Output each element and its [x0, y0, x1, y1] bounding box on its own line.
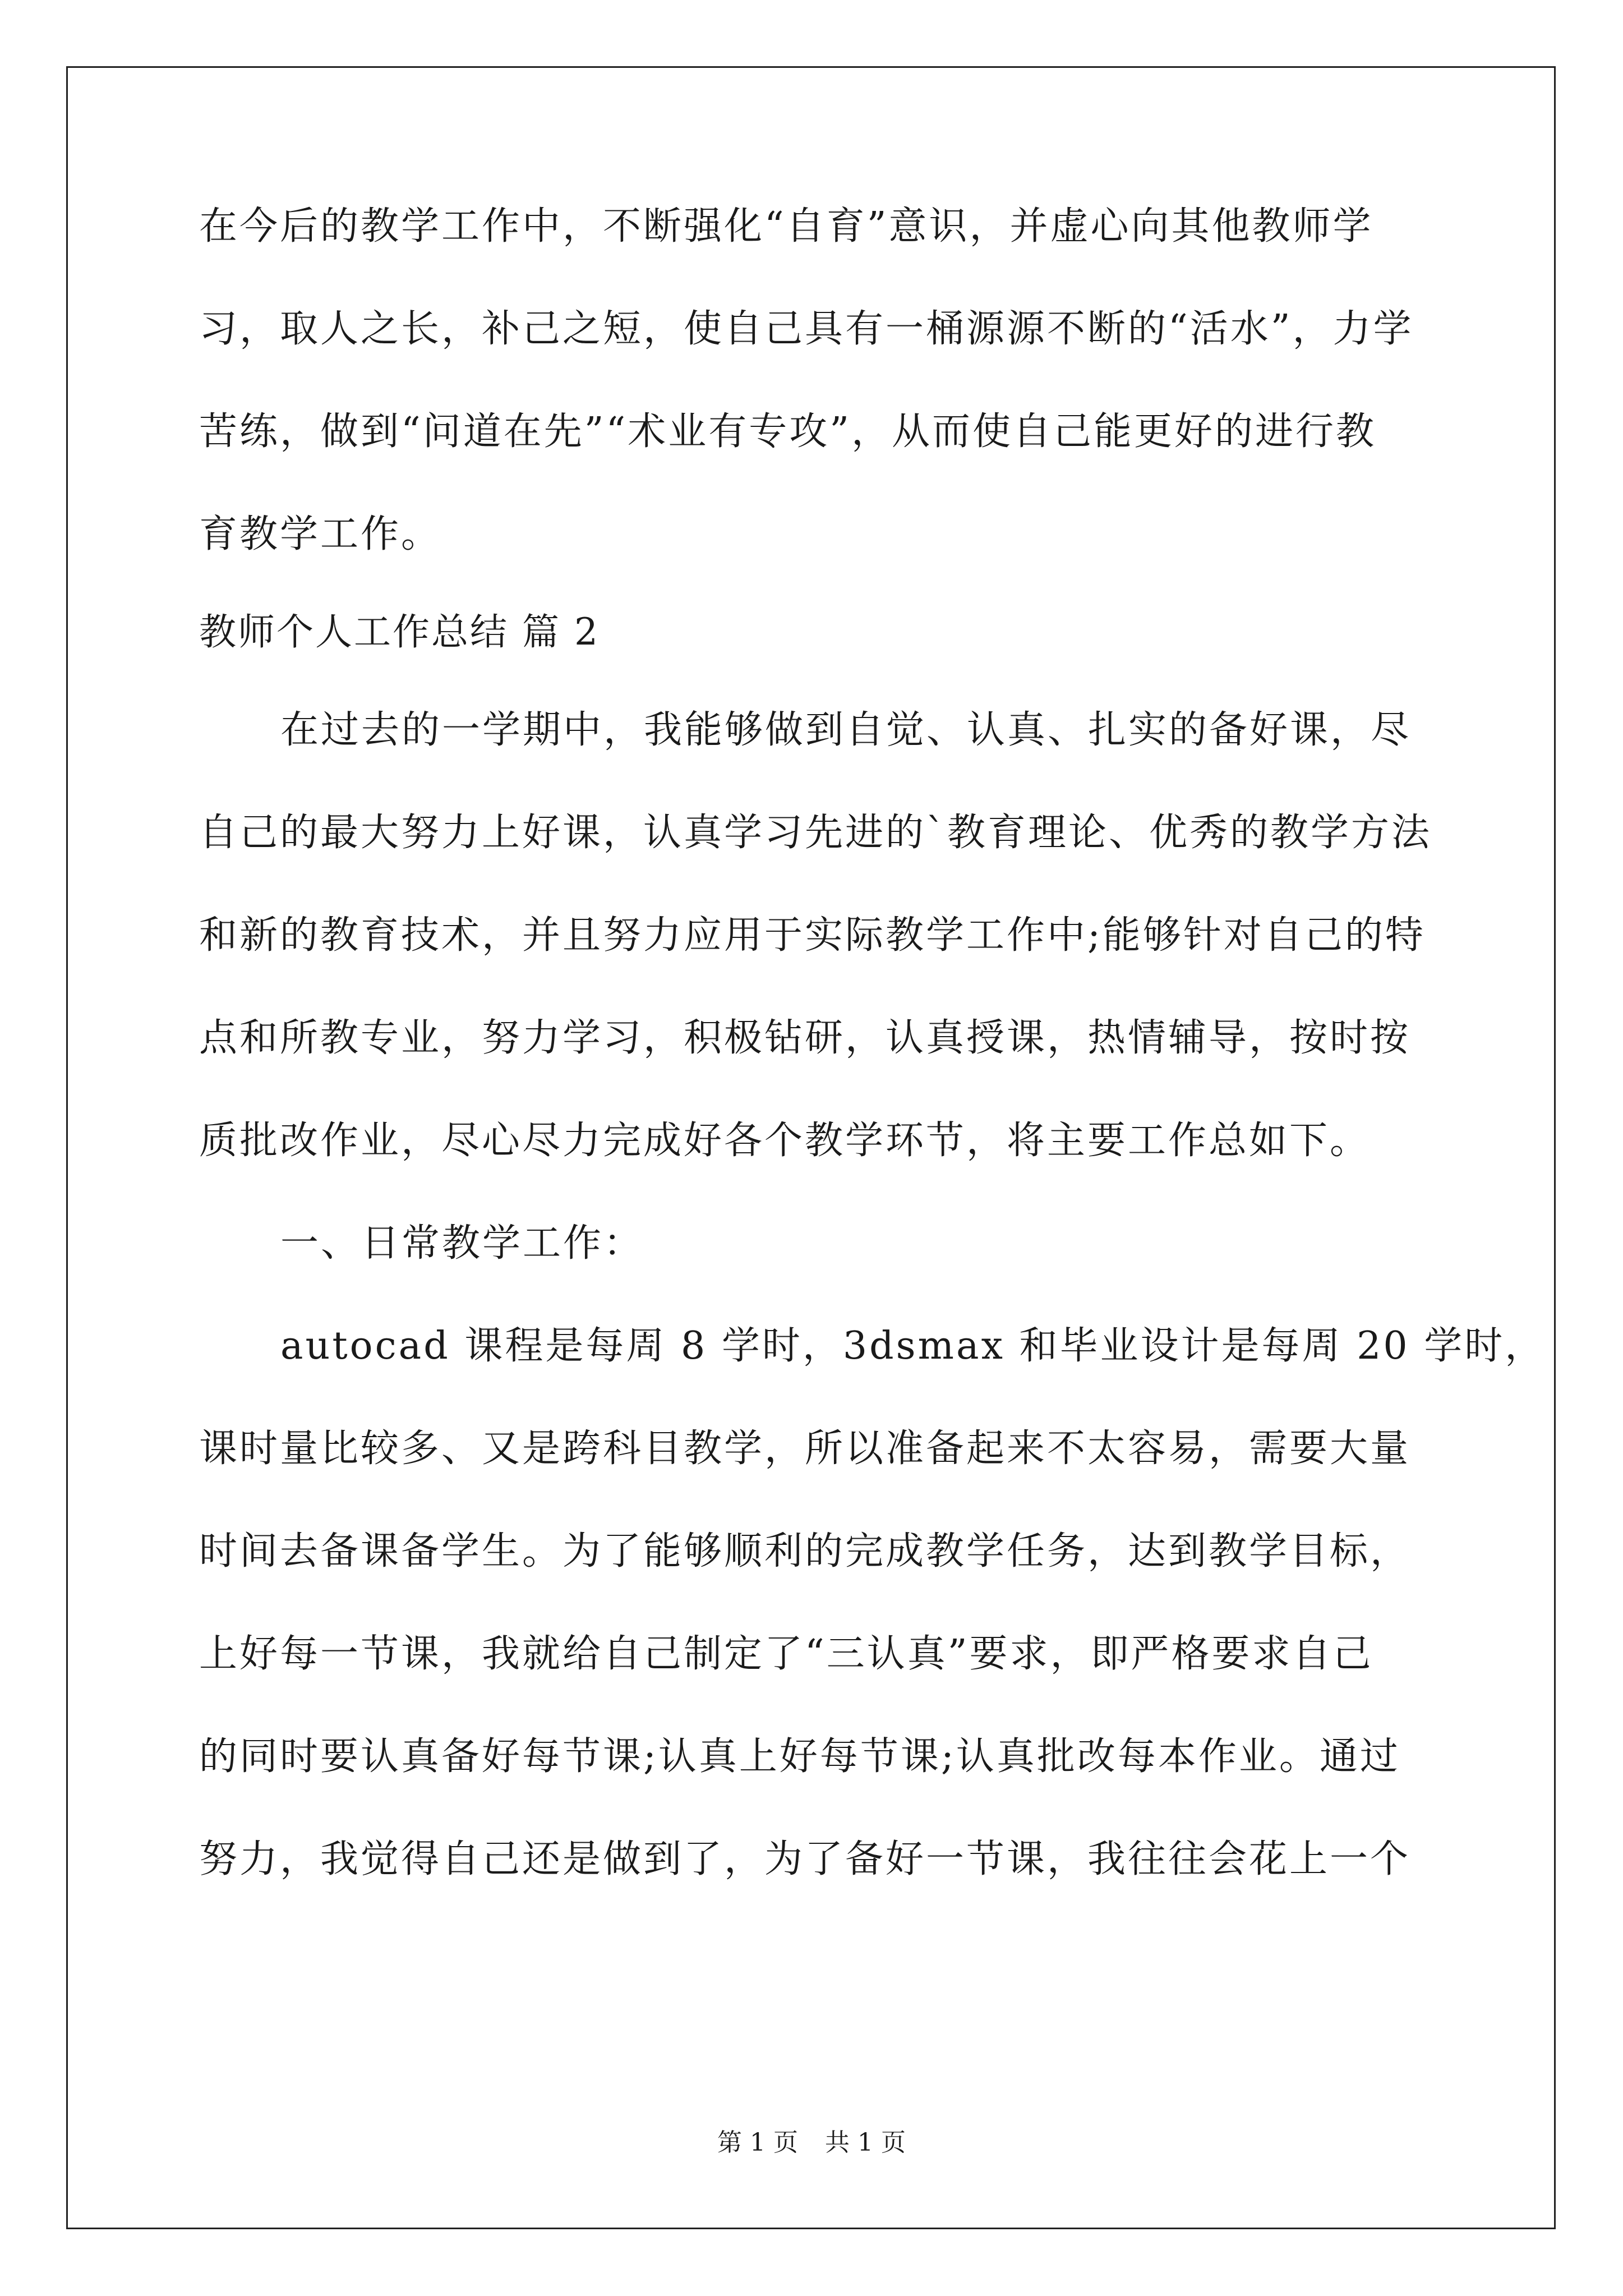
page-total: 共 1 页: [825, 2128, 906, 2157]
subheading: 一、日常教学工作：: [280, 1221, 644, 1266]
paragraph-line: 育教学工作。: [199, 512, 442, 556]
paragraph-line: 和新的教育技术，并且努力应用于实际教学工作中;能够针对自己的特: [199, 913, 1426, 958]
paragraph-line: 努力，我觉得自己还是做到了，为了备好一节课，我往往会花上一个: [199, 1837, 1411, 1881]
page-footer: [0, 2128, 1623, 2157]
paragraph-line: 质批改作业，尽心尽力完成好各个教学环节，将主要工作总如下。: [199, 1119, 1371, 1163]
paragraph-line: 时间去备课备学生。为了能够顺利的完成教学任务，达到教学目标，: [199, 1529, 1411, 1573]
paragraph-line: 在今后的教学工作中，不断强化“自育”意识，并虚心向其他教师学: [199, 204, 1373, 249]
paragraph-line: 的同时要认真备好每节课;认真上好每节课;认真批改每本作业。通过: [199, 1734, 1400, 1779]
paragraph-line: 点和所教专业，努力学习，积极钻研，认真授课，热情辅导，按时按: [199, 1016, 1411, 1060]
paragraph-line: 在过去的一学期中，我能够做到自觉、认真、扎实的备好课，尽: [280, 708, 1412, 752]
paragraph-line: 苦练，做到“问道在先”“术业有专攻”，从而使自己能更好的进行教: [199, 409, 1377, 454]
paragraph-line: 上好每一节课，我就给自己制定了“三认真”要求，即严格要求自己: [199, 1632, 1373, 1676]
paragraph-line: 课时量比较多、又是跨科目教学，所以准备起来不太容易，需要大量: [199, 1427, 1411, 1471]
section-heading: 教师个人工作总结 篇 2: [199, 610, 600, 654]
paragraph-line: 自己的最大努力上好课，认真学习先进的`教育理论、优秀的教学方法: [199, 811, 1432, 855]
paragraph-line: 习，取人之长，补己之短，使自己具有一桶源源不断的“活水”，力学: [199, 307, 1414, 351]
page-number: 第 1 页: [717, 2128, 798, 2157]
paragraph-line: autocad 课程是每周 8 学时，3dsmax 和毕业设计是每周 20 学时，: [280, 1324, 1546, 1368]
